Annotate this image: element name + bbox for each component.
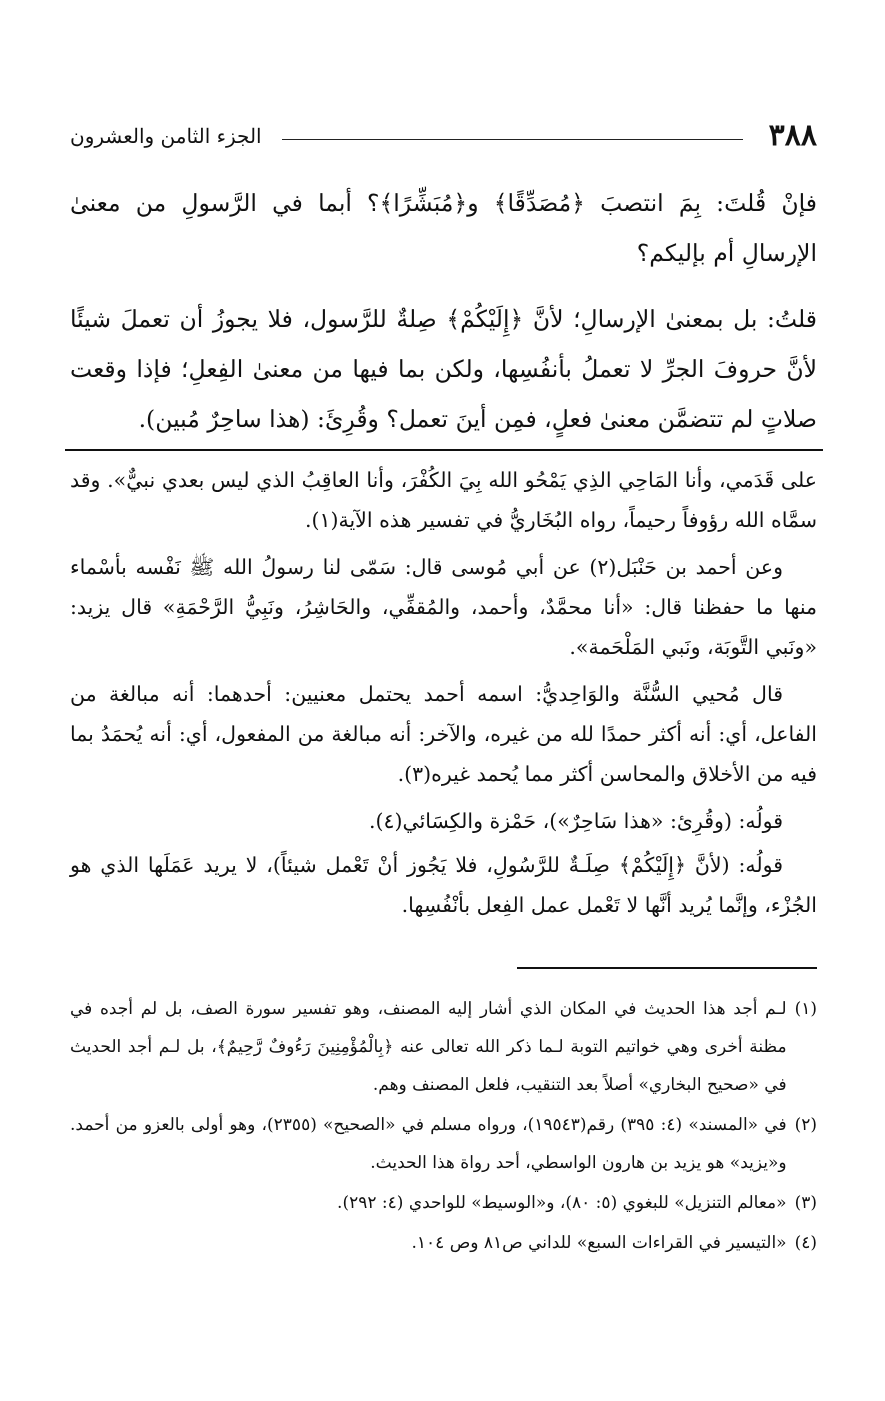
footnote-separator <box>517 967 817 969</box>
commentary-paragraph: قولُه: (وقُرِئ: «هذا سَاحِرٌ»)، حَمْزة والكِسَائي(٤). <box>368 809 783 833</box>
footnote-marker: (٤) <box>794 1233 817 1253</box>
commentary <box>70 460 817 925</box>
footnote <box>70 1184 817 1222</box>
footnote-text: «معالم التنزيل» للبغوي (٥: ٨٠)، و«الوسيط» للواحدي (٤: ٢٩٢). <box>337 1193 787 1213</box>
main-text-separator <box>65 449 823 451</box>
commentary-paragraph: قولُه: (لأنَّ ﴿إِلَيْكُمْ﴾ صِلَـةٌ للرَّسُولِ، فلا يَجُوز أنْ تَعْمل شيئاً)، لا يريد عَمَلَها الذي هو الجُزْء، وإنَّما يُريد أنَّها لا تَعْمل عمل الفِعل بأنْفُسِها. <box>70 853 817 917</box>
footnote-marker: (١) <box>794 999 817 1019</box>
footnote-text: «التيسير في القراءات السبع» للداني ص٨١ وص ١٠٤. <box>411 1233 787 1253</box>
commentary-paragraph: وعن أحمد بن حَنْبَل(٢) عن أبي مُوسى قال: سَمّى لنا رسولُ الله ﷺ نَفْسه بأسْماء منها ما حفظنا قال: «أنا محمَّدٌ، وأحمد، والمُقفِّي، والحَاشِرُ، ونَبِيُّ الرَّحْمَةِ» قال يزيد: «ونَبي التَّوبَة، ونَبي المَلْحَمة». <box>70 555 817 659</box>
footnote-marker: (٢) <box>794 1115 817 1135</box>
footnote <box>70 1106 817 1182</box>
running-title: الجزء الثامن والعشرون <box>70 124 262 148</box>
commentary-paragraph: على قَدَمي، وأنا المَاحِي الذِي يَمْحُو الله بِيَ الكُفْرَ، وأنا العاقِبُ الذي ليس بعدي نبيٌّ». وقد سمَّاه الله رؤوفاً رحيماً، رواه البُخَاريُّ في تفسير هذه الآية(١). <box>70 468 817 532</box>
footnote <box>70 990 817 1104</box>
footnote-marker: (٣) <box>794 1193 817 1213</box>
main-paragraph-answer: قلتُ: بل بمعنىٰ الإرسالِ؛ لأنَّ ﴿إِلَيْكُمْ﴾ صِلةٌ للرَّسول، فلا يجوزُ أن تعملَ شيئًا لأنَّ حروفَ الجرِّ لا تعملُ بأنفُسِها، ولكن بما فيها من معنىٰ الفِعلِ؛ فإذا وقعت صلاتٍ لم تتضمَّن معنىٰ فعلٍ، فمِن أينَ تعمل؟ وقُرِئَ: (هذا ساحِرٌ مُبين). <box>70 305 817 433</box>
main-paragraph-question: فإنْ قُلتَ: بِمَ انتصبَ ﴿مُصَدِّقًا﴾ و﴿مُبَشِّرًا﴾؟ أبما في الرَّسولِ من معنىٰ الإرسالِ أم بإليكم؟ <box>70 189 817 267</box>
header-rule <box>282 139 743 140</box>
running-head <box>70 116 817 156</box>
footnote-text: لـم أجد هذا الحديث في المكان الذي أشار إليه المصنف، وهو تفسير سورة الصف، بل لم أجده في مظنة أخرى وهي خواتيم التوبة لـما ذكر الله تعالى عنه ﴿بِالْمُؤْمِنِينَ رَءُوفٌ رَّحِيمٌ﴾، بل لـم أجد الحديث في «صحيح البخاري» أصلاً بعد التنقيب، فلعل المصنف وهم. <box>70 999 787 1095</box>
footnote-text: في «المسند» (٤: ٣٩٥) رقم(١٩٥٤٣)، ورواه مسلم في «الصحيح» (٢٣٥٥)، وهو أولى بالعزو من أحمد. و«يزيد» هو يزيد بن هارون الواسطي، أحد رواة هذا الحديث. <box>70 1115 787 1173</box>
footnotes <box>70 990 817 1262</box>
book-page <box>70 0 817 1401</box>
main-text <box>70 178 817 444</box>
footnote <box>70 1224 817 1262</box>
page-number: ٣٨٨ <box>768 118 817 153</box>
commentary-paragraph: قال مُحيي السُّنَّة والوَاحِديُّ: اسمه أحمد يحتمل معنيين: أحدهما: أنه مبالغة من الفاعل، أي: أنه أكثر حمدًا لله من غيره، والآخر: أنه مبالغة من المفعول، أي: أنه يُحمَدُ بما فيه من الأخلاق والمحاسن أكثر مما يُحمد غيره(٣). <box>70 682 817 786</box>
